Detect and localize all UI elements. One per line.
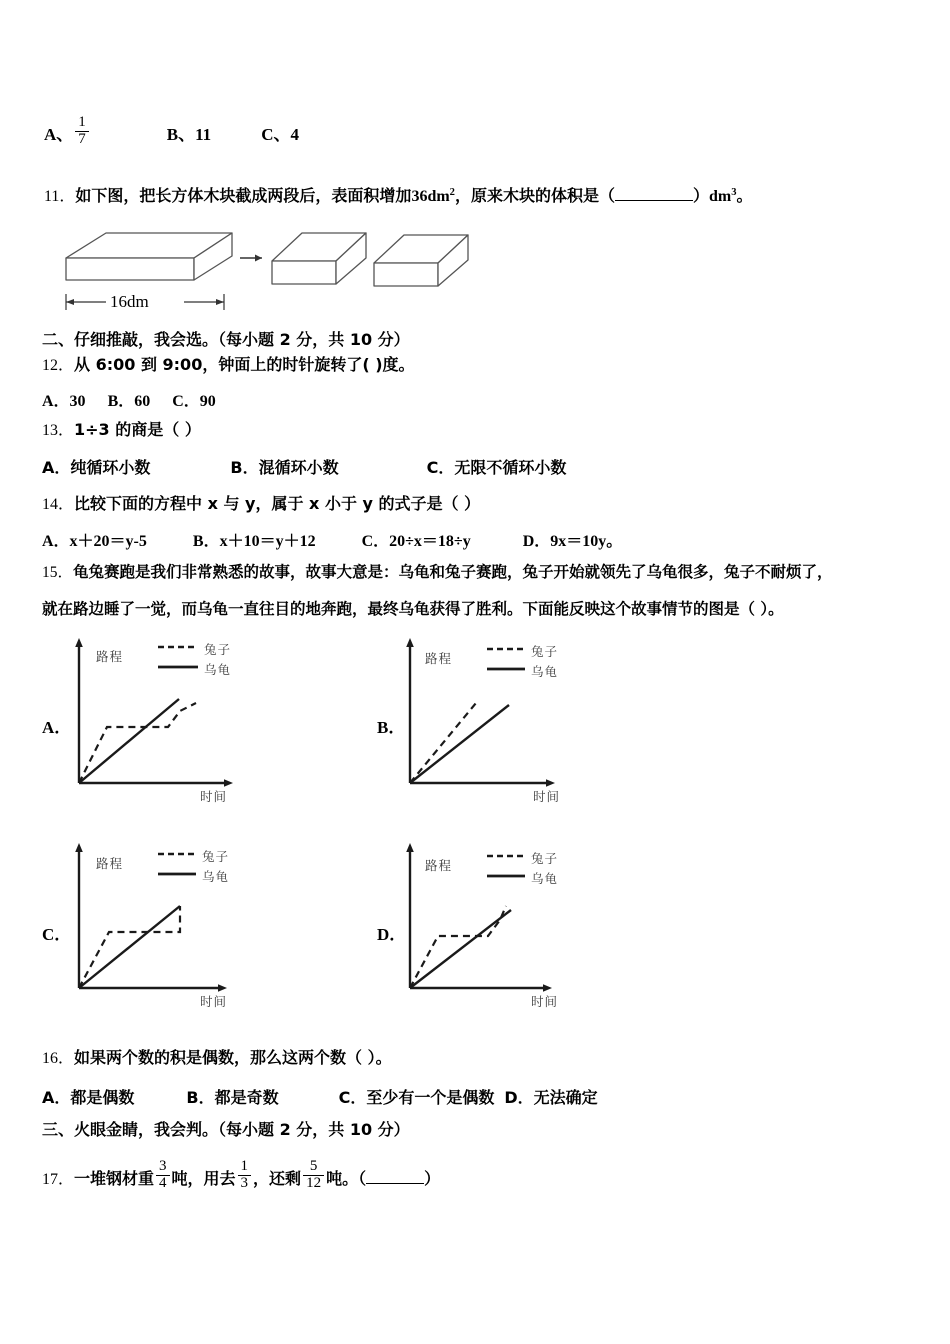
q10-option-a-fraction [75, 115, 89, 148]
arrow-icon [240, 255, 262, 262]
q11-text-after: ） [692, 186, 709, 206]
q15-number: 15． [42, 564, 74, 581]
q15-chart-d-legend-tortoise: 乌龟 [531, 871, 559, 886]
q15-text-line-2: 就在路边睡了一觉，而乌龟一直往目的地奔跑，最终乌龟获得了胜利。下面能反映这个故事情节的图是（ ）。 [42, 600, 784, 618]
tortoise-line [79, 906, 180, 988]
q15-chart-d [375, 840, 675, 1020]
rabbit-line [410, 703, 476, 783]
q13-option-c: C．无限不循环小数 [426, 458, 567, 477]
q14-text [42, 494, 480, 515]
q16-option-d: D．无法确定 [504, 1088, 598, 1107]
q15-chart-b-letter: B． [377, 718, 406, 737]
q12-option-a: A．30 [42, 393, 86, 410]
q15-chart-b-x-label: 时间 [533, 789, 561, 804]
fraction-denominator: 3 [240, 1174, 249, 1191]
q15-chart-c-y-label: 路程 [96, 856, 124, 871]
q17-text-4: 吨。（ [326, 1169, 367, 1188]
fraction-numerator: 3 [156, 1159, 170, 1176]
q11-text-mid: ，原来木块的体积是（ [454, 186, 615, 206]
q15-chart-b-y-label: 路程 [425, 651, 453, 666]
q15-chart-c-graph [40, 840, 340, 1020]
q15-chart-c [40, 840, 340, 1020]
q17-text-1: 一堆钢材重 [74, 1169, 155, 1188]
tortoise-line [410, 910, 511, 988]
q13-number: 13． [42, 422, 75, 439]
q12-options [42, 388, 216, 411]
q11-text [44, 185, 753, 207]
q15-chart-d-y-label: 路程 [425, 858, 453, 873]
q12-option-b: B．60 [107, 393, 151, 410]
q17-fraction-3 [303, 1159, 324, 1192]
q11-period: 。 [736, 186, 753, 206]
q11-value-2: dm [708, 188, 732, 206]
q10-option-a-label: A、 [44, 125, 74, 144]
q15-chart-d-legend-rabbit: 兔子 [531, 851, 559, 866]
rabbit-line [79, 703, 196, 783]
q16-text [42, 1048, 392, 1069]
q11-sup-1: 2 [449, 186, 455, 198]
dimension-label: 16dm [110, 292, 149, 311]
q14-options [42, 528, 622, 551]
q14-option-c: C．20÷x＝18÷y [361, 533, 471, 550]
q13-options [42, 455, 566, 478]
q15-chart-d-graph [375, 840, 675, 1020]
tortoise-line [410, 705, 509, 783]
tortoise-line [79, 699, 179, 783]
fraction-numerator: 5 [303, 1159, 324, 1176]
q15-chart-a-x-label: 时间 [200, 789, 228, 804]
q17-answer-blank [366, 1168, 424, 1184]
fraction-numerator: 1 [75, 115, 89, 132]
q15-body-1: 龟兔赛跑是我们非常熟悉的故事，故事大意是：乌龟和兔子赛跑，兔子开始就领先了乌龟很多，兔子不耐烦了， [73, 563, 833, 581]
q15-chart-b-graph [375, 635, 675, 815]
q15-text-line-1 [42, 563, 833, 582]
q14-option-d: D．9x＝10y。 [522, 533, 623, 550]
q11-figure [44, 218, 524, 318]
q12-number: 12． [42, 357, 75, 374]
q16-option-b: B．都是奇数 [186, 1088, 279, 1107]
q17-number: 17． [42, 1171, 75, 1188]
q15-chart-b-legend-rabbit: 兔子 [531, 644, 559, 659]
q16-options [42, 1085, 598, 1108]
fraction-denominator: 12 [306, 1174, 322, 1191]
q15-chart-a-y-label: 路程 [96, 649, 124, 664]
q15-chart-c-legend-rabbit: 兔子 [202, 849, 230, 864]
section-2-heading: 二、仔细推敲，我会选。（每小题 2 分，共 10 分） [42, 330, 410, 349]
q12-body: 从 6:00 到 9:00，钟面上的时针旋转了( )度。 [74, 355, 415, 374]
q12-option-c: C．90 [172, 393, 216, 410]
q16-body: 如果两个数的积是偶数，那么这两个数（ ）。 [74, 1048, 392, 1067]
q15-chart-b [375, 635, 675, 815]
q15-chart-a-graph [40, 635, 340, 815]
q15-chart-c-letter: C． [42, 925, 72, 944]
q11-value-1: 36dm [411, 188, 450, 206]
q13-option-a: A．纯循环小数 [42, 458, 151, 477]
q15-chart-c-legend-tortoise: 乌龟 [202, 869, 230, 884]
q13-body: 1÷3 的商是（ ） [74, 420, 201, 439]
q14-number: 14． [42, 496, 75, 513]
q15-chart-d-letter: D． [377, 925, 407, 944]
q16-number: 16． [42, 1050, 75, 1067]
q17-text-3: ，还剩 [253, 1169, 302, 1188]
q14-option-b: B．x＋10＝y＋12 [192, 533, 316, 550]
q17-fraction-1 [156, 1159, 170, 1192]
q14-body: 比较下面的方程中 x 与 y，属于 x 小于 y 的式子是（ ） [74, 494, 481, 513]
q17-text-2: 吨，用去 [171, 1169, 236, 1188]
q12-text [42, 355, 415, 376]
q10-option-b: B、11 [166, 125, 212, 144]
q14-option-a: A．x＋20＝y‐5 [42, 533, 147, 550]
fraction-denominator: 7 [78, 130, 86, 147]
q15-chart-a-letter: A． [42, 718, 72, 737]
q15-chart-d-x-label: 时间 [531, 994, 559, 1009]
q16-option-c: C．至少有一个是偶数 [338, 1088, 495, 1107]
q13-text [42, 420, 201, 441]
q17-text-5: ） [424, 1169, 441, 1188]
q11-text-before: 如下图，把长方体木块截成两段后，表面积增加 [75, 186, 412, 206]
q10-option-c: C、4 [261, 125, 299, 144]
section-3-heading: 三、火眼金睛，我会判。（每小题 2 分，共 10 分） [42, 1120, 410, 1139]
q16-option-a: A．都是偶数 [42, 1088, 135, 1107]
fraction-denominator: 4 [159, 1174, 167, 1191]
q11-sup-2: 3 [731, 186, 737, 198]
fraction-numerator: 1 [238, 1159, 252, 1176]
q15-chart-a-legend-tortoise: 乌龟 [204, 662, 232, 677]
q13-option-b: B．混循环小数 [230, 458, 339, 477]
q15-chart-a-legend-rabbit: 兔子 [204, 642, 232, 657]
q17-text [42, 1157, 441, 1196]
q15-chart-b-legend-tortoise: 乌龟 [531, 664, 559, 679]
q10-options-row [44, 113, 299, 152]
q15-chart-c-x-label: 时间 [200, 994, 228, 1009]
q15-chart-a [40, 635, 340, 815]
q17-fraction-2 [238, 1159, 252, 1192]
q11-answer-blank [615, 185, 693, 201]
q11-number: 11． [44, 188, 76, 206]
